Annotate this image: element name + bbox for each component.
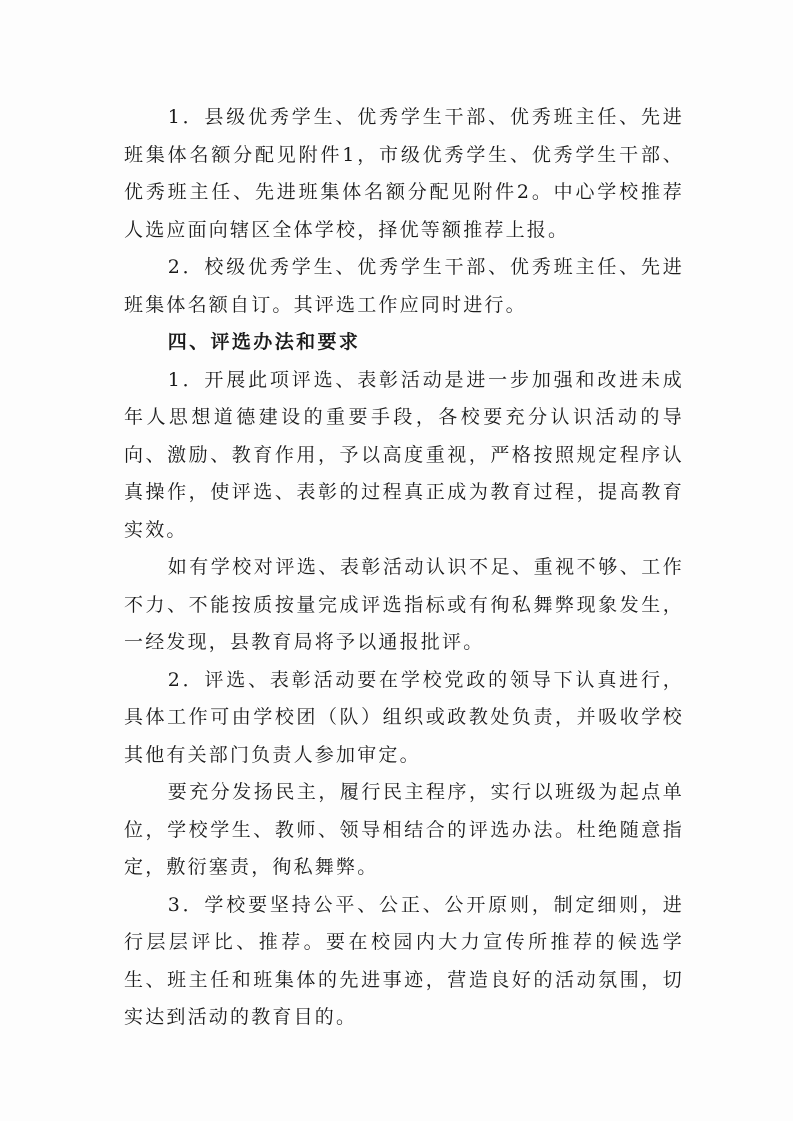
paragraph-quota-county-city: 1．县级优秀学生、优秀学生干部、优秀班主任、先进班集体名额分配见附件1，市级优秀学生、优秀学生干部、优秀班主任、先进班集体名额分配见附件2。中心学校推荐人选应面向辖区全体学校，择优等额推荐上报。: [124, 106, 684, 241]
document-body: [124, 99, 684, 1037]
paragraph-method-2: 2．评选、表彰活动要在学校党政的领导下认真进行，具体工作可由学校团（队）组织或政教处负责，并吸收学校其他有关部门负责人参加审定。: [124, 668, 684, 766]
paragraph-method-3: 3．学校要坚持公平、公正、公开原则，制定细则，进行层层评比、推荐。要在校园内大力宣传所推荐的候选学生、班主任和班集体的先进事迹，营造良好的活动氛围，切实达到活动的教育目的。: [124, 893, 684, 1028]
paragraph-method-1: 1．开展此项评选、表彰活动是进一步加强和改进未成年人思想道德建设的重要手段，各校要充分认识活动的导向、激励、教育作用，予以高度重视，严格按照规定程序认真操作，使评选、表彰的过程真正成为教育过程，提高教育实效。: [124, 368, 684, 541]
section-heading-methods: 四、评选办法和要求: [167, 331, 361, 353]
paragraph-quota-school: 2．校级优秀学生、优秀学生干部、优秀班主任、先进班集体名额自订。其评选工作应同时进行。: [124, 256, 684, 316]
paragraph-method-2-note: 要充分发扬民主，履行民主程序，实行以班级为起点单位，学校学生、教师、领导相结合的评选办法。杜绝随意指定，敷衍塞责，徇私舞弊。: [124, 781, 684, 878]
paragraph-method-1-note: 如有学校对评选、表彰活动认识不足、重视不够、工作不力、不能按质按量完成评选指标或有徇私舞弊现象发生，一经发现，县教育局将予以通报批评。: [124, 556, 684, 653]
